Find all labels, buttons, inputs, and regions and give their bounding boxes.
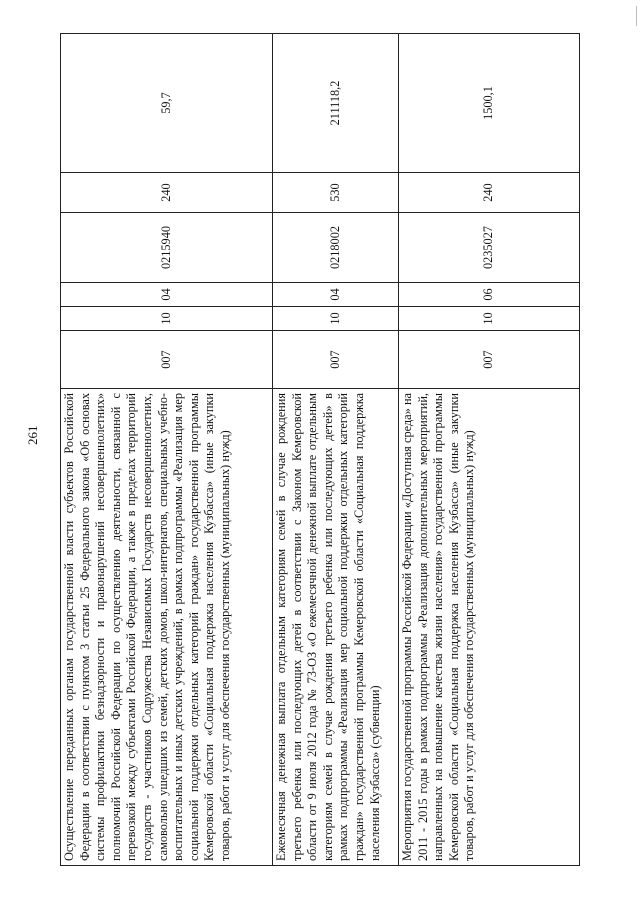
table-row (273, 34, 399, 866)
amount-value: 1500,1 (399, 34, 580, 173)
subsection-code: 04 (61, 283, 273, 307)
target-article-code: 0235027 (399, 213, 580, 283)
row-description: Осуществление переданных органам государственной власти субъектов Российской Федерации в соответствии с пунктом 3 статьи 25 Федерального закона «Об основах системы профилактики безнадзорности и правонарушений несовершеннолетних» полномочий Российской Федерации по осуществлению деятельности, связанной с перевозкой между субъектами Российской Федерации, а также в пределах территорий государств - участников Содружества Независимых Государств несовершеннолетних, самовольно ушедших из семей, детских домов, школ-интернатов, специальных учебно-воспитательных и иных детских учреждений, в рамках подпрограммы «Реализация мер социальной поддержки отдельных категорий граждан» государственной программы Кемеровской области «Социальная поддержка населения Кузбасса» (иные закупки товаров, работ и услуг для обеспечения государственных (муниципальных) нужд) (61, 389, 273, 866)
subsection-code: 04 (273, 283, 399, 307)
expense-type-code: 240 (61, 173, 273, 213)
section-code: 10 (399, 307, 580, 331)
row-description: Мероприятия государственной программы Российской Федерации «Доступная среда» на 2011 - 2015 годы в рамках подпрограммы «Реализация дополнительных мероприятий, направленных на повышение качества жизни населения» государственной программы Кемеровской области «Социальная поддержка населения Кузбасса» (иные закупки товаров, работ и услуг для обеспечения государственных (муниципальных) нужд) (399, 389, 580, 866)
ministry-code: 007 (399, 331, 580, 389)
section-code: 10 (273, 307, 399, 331)
table-row (61, 34, 273, 866)
expense-type-code: 240 (399, 173, 580, 213)
section-code: 10 (61, 307, 273, 331)
table-row (399, 34, 580, 866)
budget-table-wrapper (60, 34, 579, 866)
page-number: 261 (25, 425, 40, 445)
subsection-code: 06 (399, 283, 580, 307)
scan-artifact-line (636, 6, 637, 26)
ministry-code: 007 (273, 331, 399, 389)
amount-value: 211118,2 (273, 34, 399, 173)
amount-value: 59,7 (61, 34, 273, 173)
expense-type-code: 530 (273, 173, 399, 213)
target-article-code: 0215940 (61, 213, 273, 283)
ministry-code: 007 (61, 331, 273, 389)
row-description: Ежемесячная денежная выплата отдельным категориям семей в случае рождения третьего ребенка или последующих детей в соответствии с Законом Кемеровской области от 9 июля 2012 года № 73-ОЗ «О ежемесячной денежной выплате отдельным категориям семей в случае рождения третьего ребенка или последующих детей» в рамках подпрограммы «Реализация мер социальной поддержки отдельных категорий граждан» государственной программы Кемеровской области «Социальная поддержка населения Кузбасса» (субвенции) (273, 389, 399, 866)
target-article-code: 0218002 (273, 213, 399, 283)
budget-table (60, 33, 580, 866)
